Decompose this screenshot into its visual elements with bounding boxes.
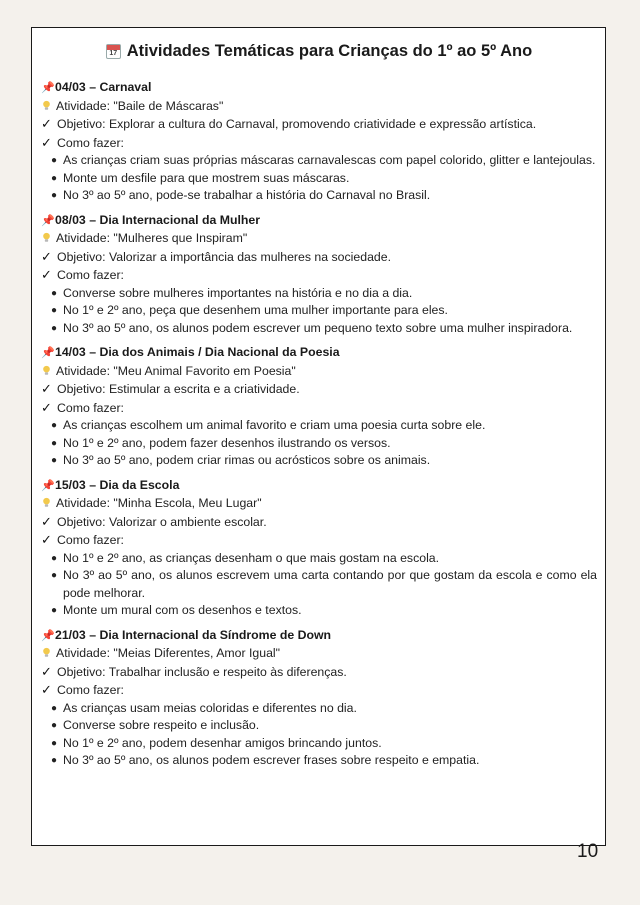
how-to-label: Como fazer:	[57, 268, 124, 282]
check-mark-icon: ✓	[41, 663, 52, 679]
section-heading	[41, 627, 597, 646]
light-bulb-icon	[41, 231, 52, 242]
activity-section	[41, 212, 597, 338]
list-item	[51, 285, 597, 303]
section-heading	[41, 344, 597, 363]
list-item	[51, 700, 597, 718]
objective-text: Objetivo: Valorizar o ambiente escolar.	[57, 514, 267, 529]
document-page	[31, 27, 606, 846]
list-item-text: No 3º ao 5º ano, os alunos escrevem uma carta contando por que gostam da escola e como ela pode melhorar.	[63, 568, 597, 600]
list-item-text: As crianças escolhem um animal favorito e criam uma poesia curta sobre ele.	[63, 418, 486, 432]
list-item-text: No 3º ao 5º ano, os alunos podem escrever frases sobre respeito e empatia.	[63, 753, 480, 767]
pushpin-icon: 📌	[41, 629, 55, 642]
list-item	[51, 320, 597, 338]
steps-list	[41, 285, 597, 338]
section-heading-text: 14/03 – Dia dos Animais / Dia Nacional da Poesia	[55, 345, 340, 359]
list-item-text: Monte um desfile para que mostrem suas máscaras.	[63, 170, 350, 185]
pushpin-icon: 📌	[41, 214, 55, 227]
activity-line	[41, 645, 597, 663]
activity-line	[41, 363, 597, 381]
check-mark-icon: ✓	[41, 248, 52, 264]
bullet-icon: ●	[51, 570, 58, 581]
activity-line	[41, 495, 597, 513]
section-heading-text: 08/03 – Dia Internacional da Mulher	[55, 212, 261, 227]
activity-text: Atividade: "Baile de Máscaras"	[56, 98, 224, 113]
objective-text: Objetivo: Estimular a escrita e a criatividade.	[57, 382, 300, 396]
bullet-icon: ●	[51, 737, 58, 749]
bullet-icon: ●	[51, 720, 58, 731]
objective-text: Objetivo: Valorizar a importância das mulheres na sociedade.	[57, 249, 392, 264]
list-item	[51, 717, 597, 735]
activity-text: Atividade: "Mulheres que Inspiram"	[56, 231, 248, 245]
activity-text: Atividade: "Meu Animal Favorito em Poesia"	[56, 363, 296, 378]
light-bulb-icon	[41, 364, 52, 375]
check-mark-icon: ✓	[41, 381, 52, 396]
activity-section	[41, 344, 597, 470]
how-to-line	[41, 266, 597, 285]
list-item-text: No 3º ao 5º ano, podem criar rimas ou acrósticos sobre os animais.	[63, 453, 431, 467]
check-mark-icon: ✓	[41, 116, 52, 131]
list-item-text: No 1º e 2º ano, podem desenhar amigos brincando juntos.	[63, 735, 382, 750]
bullet-icon: ●	[51, 287, 58, 299]
how-to-label: Como fazer:	[57, 400, 124, 415]
list-item-text: Converse sobre mulheres importantes na história e no dia a dia.	[63, 285, 413, 300]
list-item-text: Monte um mural com os desenhos e textos.	[63, 603, 302, 617]
bullet-icon: ●	[51, 172, 58, 184]
pushpin-icon: 📌	[41, 347, 55, 359]
activity-text: Atividade: "Minha Escola, Meu Lugar"	[56, 496, 262, 510]
bullet-icon: ●	[51, 420, 58, 431]
list-item-text: No 1º e 2º ano, peça que desenhem uma mulher importante para eles.	[63, 303, 448, 317]
list-item-text: Converse sobre respeito e inclusão.	[63, 718, 260, 732]
list-item	[51, 302, 597, 320]
activity-sections	[41, 79, 597, 770]
bullet-icon: ●	[51, 322, 58, 334]
list-item-text: No 3º ao 5º ano, os alunos podem escrever um pequeno texto sobre uma mulher inspiradora.	[63, 320, 573, 335]
bullet-icon: ●	[51, 605, 58, 616]
check-mark-icon: ✓	[41, 399, 52, 415]
page-number: 10	[577, 841, 599, 862]
section-heading	[41, 212, 597, 231]
how-to-line	[41, 531, 597, 550]
light-bulb-icon	[41, 646, 52, 657]
list-item-text: As crianças usam meias coloridas e diferentes no dia.	[63, 700, 357, 715]
light-bulb-icon	[41, 496, 52, 507]
steps-list	[41, 152, 597, 205]
list-item-text: As crianças criam suas próprias máscaras carnavalescas com papel colorido, glitter e lantejoulas.	[63, 153, 596, 167]
page-title	[41, 42, 597, 61]
how-to-line	[41, 399, 597, 418]
list-item	[51, 435, 597, 453]
how-to-label: Como fazer:	[57, 683, 124, 697]
objective-line	[41, 663, 597, 682]
section-heading	[41, 79, 597, 98]
check-mark-icon: ✓	[41, 134, 52, 150]
section-heading	[41, 477, 597, 496]
list-item	[51, 417, 597, 435]
activity-text: Atividade: "Meias Diferentes, Amor Igual"	[56, 646, 281, 660]
steps-list	[41, 417, 597, 470]
steps-list	[41, 550, 597, 620]
bullet-icon: ●	[51, 702, 58, 714]
bullet-icon: ●	[51, 552, 58, 564]
list-item	[51, 735, 597, 753]
calendar-icon: 17	[106, 44, 121, 59]
objective-text: Objetivo: Trabalhar inclusão e respeito às diferenças.	[57, 664, 347, 679]
page-title-text: Atividades Temáticas para Crianças do 1º ao 5º Ano	[126, 42, 533, 60]
bullet-icon: ●	[51, 190, 58, 201]
pushpin-icon: 📌	[41, 82, 55, 94]
how-to-line	[41, 134, 597, 153]
how-to-label: Como fazer:	[57, 135, 124, 150]
check-mark-icon: ✓	[41, 682, 52, 697]
steps-list	[41, 700, 597, 770]
light-bulb-icon	[41, 99, 52, 110]
objective-line	[41, 513, 597, 532]
objective-line	[41, 248, 597, 267]
activity-section	[41, 79, 597, 205]
activity-line	[41, 230, 597, 248]
check-mark-icon: ✓	[41, 532, 52, 547]
bullet-icon: ●	[51, 755, 58, 766]
section-heading-text: 15/03 – Dia da Escola	[55, 477, 180, 492]
bullet-icon: ●	[51, 437, 58, 449]
objective-text: Objetivo: Explorar a cultura do Carnaval, promovendo criatividade e expressão artística.	[57, 117, 537, 131]
how-to-label: Como fazer:	[57, 533, 124, 547]
list-item	[51, 567, 597, 602]
check-mark-icon: ✓	[41, 513, 52, 529]
activity-section	[41, 627, 597, 770]
activity-section	[41, 477, 597, 620]
section-heading-text: 04/03 – Carnaval	[55, 80, 152, 94]
section-heading-text: 21/03 – Dia Internacional da Síndrome de Down	[55, 627, 332, 642]
bullet-icon: ●	[51, 305, 58, 316]
objective-line	[41, 115, 597, 134]
list-item-text: No 3º ao 5º ano, pode-se trabalhar a história do Carnaval no Brasil.	[63, 188, 431, 202]
list-item	[51, 752, 597, 770]
list-item	[51, 452, 597, 470]
check-mark-icon: ✓	[41, 267, 52, 282]
list-item	[51, 152, 597, 170]
list-item	[51, 550, 597, 568]
how-to-line	[41, 681, 597, 700]
list-item	[51, 602, 597, 620]
activity-line	[41, 98, 597, 116]
list-item-text: No 1º e 2º ano, as crianças desenham o que mais gostam na escola.	[63, 550, 440, 565]
bullet-icon: ●	[51, 155, 58, 166]
objective-line	[41, 380, 597, 399]
pushpin-icon: 📌	[41, 479, 55, 492]
list-item-text: No 1º e 2º ano, podem fazer desenhos ilustrando os versos.	[63, 435, 391, 450]
list-item	[51, 187, 597, 205]
bullet-icon: ●	[51, 455, 58, 466]
list-item	[51, 170, 597, 188]
